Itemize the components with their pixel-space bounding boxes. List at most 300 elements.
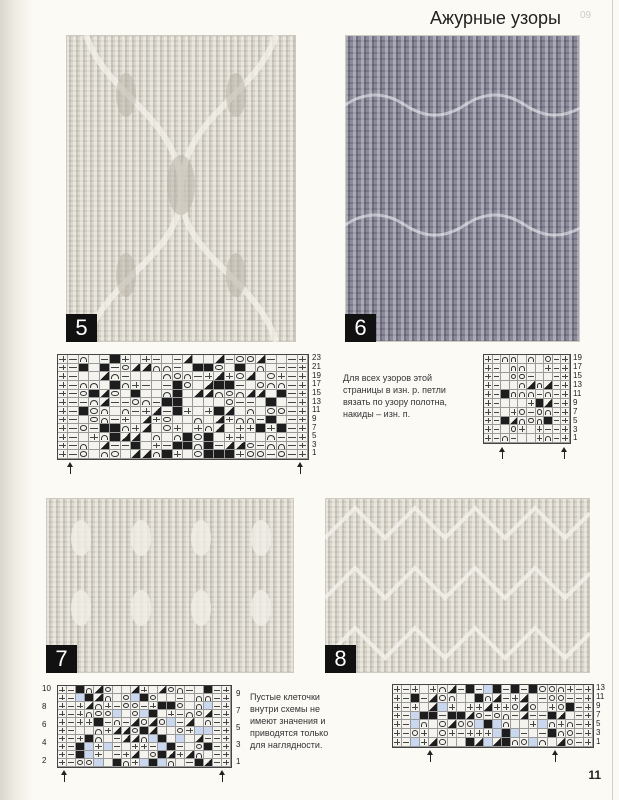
chart-cell <box>173 355 183 364</box>
chart-cell <box>183 407 193 416</box>
chart-cell <box>162 398 172 407</box>
chart-cell <box>110 355 120 364</box>
chart-cell <box>298 407 308 416</box>
chart-cell <box>162 372 172 381</box>
chart-cell <box>121 442 131 451</box>
chart-cell <box>76 710 85 718</box>
chart-cell <box>76 759 85 767</box>
row-number: 11 <box>573 389 582 398</box>
chart-cell <box>141 372 151 381</box>
chart-cell <box>79 433 89 442</box>
chart-cell <box>79 398 89 407</box>
chart-cell <box>448 720 457 729</box>
chart-cell <box>429 703 438 712</box>
chart-cell <box>110 364 120 373</box>
chart-cell <box>214 364 224 373</box>
chart-cell <box>67 759 76 767</box>
chart-cell <box>213 694 222 702</box>
chart-cell <box>222 702 231 710</box>
chart-cell <box>141 424 151 433</box>
chart-cell <box>94 710 103 718</box>
chart-cell <box>149 727 158 735</box>
chart-cell <box>402 729 411 738</box>
pattern-photo-7 <box>46 498 294 673</box>
chart-cell <box>140 727 149 735</box>
chart-cell <box>557 738 566 747</box>
chart-cell <box>94 718 103 726</box>
chart-cell <box>89 424 99 433</box>
chart-cell <box>484 425 493 434</box>
row-number: 8 <box>42 702 47 711</box>
chart-cell <box>131 759 140 767</box>
row-number: 15 <box>573 371 582 380</box>
chart-cell <box>121 390 131 399</box>
chart-cell <box>110 390 120 399</box>
chart-cell <box>256 450 266 459</box>
chart-cell <box>518 355 527 364</box>
chart-cell <box>76 694 85 702</box>
chart-cell <box>214 381 224 390</box>
chart-cell <box>193 407 203 416</box>
chart-cell <box>85 751 94 759</box>
chart-cell <box>266 442 276 451</box>
chart-cell <box>141 355 151 364</box>
chart-cell <box>58 381 68 390</box>
chart-cell <box>429 720 438 729</box>
chart-cell <box>131 718 140 726</box>
chart-cell <box>502 712 511 721</box>
chart-cell <box>89 450 99 459</box>
chart-cell <box>566 729 575 738</box>
chart-cell <box>113 743 122 751</box>
chart-cell <box>195 718 204 726</box>
chart-cell <box>176 743 185 751</box>
chart-cell <box>85 710 94 718</box>
chart-cell <box>193 424 203 433</box>
chart-cell <box>420 703 429 712</box>
chart-cell <box>393 703 402 712</box>
chart-cell <box>140 686 149 694</box>
chart-cell <box>484 355 493 364</box>
chart-cell <box>204 686 213 694</box>
chart-7-grid <box>58 686 231 767</box>
chart-cell <box>511 720 520 729</box>
chart-cell <box>457 729 466 738</box>
chart-cell <box>195 710 204 718</box>
knitting-chart-7 <box>57 685 232 768</box>
chart-cell <box>67 743 76 751</box>
page-number: 11 <box>588 768 601 782</box>
chart-cell <box>110 398 120 407</box>
chart-cell <box>149 735 158 743</box>
chart-cell <box>420 694 429 703</box>
chart-cell <box>85 759 94 767</box>
chart-cell <box>298 355 308 364</box>
chart-cell <box>520 685 529 694</box>
chart-cell <box>79 416 89 425</box>
chart-cell <box>298 364 308 373</box>
chart-cell <box>466 738 475 747</box>
chart-cell <box>204 743 213 751</box>
chart-cell <box>140 710 149 718</box>
chart-cell <box>152 390 162 399</box>
chart-cell <box>85 735 94 743</box>
chart-cell <box>448 685 457 694</box>
chart-cell <box>475 694 484 703</box>
chart-cell <box>122 686 131 694</box>
chart-cell <box>173 407 183 416</box>
chart-cell <box>68 416 78 425</box>
chart-cell <box>89 381 99 390</box>
chart-cell <box>195 743 204 751</box>
chart-cell <box>566 703 575 712</box>
chart-cell <box>277 442 287 451</box>
chart-cell <box>557 729 566 738</box>
chart-cell <box>256 355 266 364</box>
lace-motif-5 <box>66 35 296 342</box>
pattern-photo-6 <box>345 35 580 342</box>
chart-cell <box>162 433 172 442</box>
chart-cell <box>298 390 308 399</box>
chart-cell <box>204 702 213 710</box>
chart-cell <box>214 407 224 416</box>
chart-cell <box>121 398 131 407</box>
chart-cell <box>100 372 110 381</box>
chart-cell <box>76 743 85 751</box>
chart-cell <box>502 729 511 738</box>
chart-cell <box>79 424 89 433</box>
chart-cell <box>58 390 68 399</box>
chart-cell <box>484 417 493 426</box>
chart-cell <box>393 685 402 694</box>
chart-cell <box>518 408 527 417</box>
chart-cell <box>438 738 447 747</box>
chart-cell <box>484 390 493 399</box>
chart-cell <box>158 735 167 743</box>
chart-cell <box>185 710 194 718</box>
chart-cell <box>222 759 231 767</box>
chart-cell <box>204 759 213 767</box>
empty-cells-note: Пустые клеточки внутри схемы не имеют значения и приводятся только для наглядности. <box>250 692 329 750</box>
chart-cell <box>158 743 167 751</box>
chart-cell <box>167 743 176 751</box>
chart-cell <box>411 712 420 721</box>
row-number: 3 <box>573 425 578 434</box>
chart-cell <box>553 381 562 390</box>
chart-cell <box>149 751 158 759</box>
chart-cell <box>518 425 527 434</box>
chart-cell <box>557 720 566 729</box>
knitting-chart-6 <box>483 354 571 444</box>
chart-cell <box>529 738 538 747</box>
chart-cell <box>68 450 78 459</box>
chart-cell <box>225 442 235 451</box>
chart-cell <box>235 450 245 459</box>
chart-cell <box>204 710 213 718</box>
chart-cell <box>411 685 420 694</box>
chart-cell <box>183 372 193 381</box>
chart-cell <box>58 416 68 425</box>
chart-cell <box>122 710 131 718</box>
chart-cell <box>548 729 557 738</box>
chart-cell <box>520 720 529 729</box>
chart-cell <box>149 743 158 751</box>
chart-cell <box>100 442 110 451</box>
chart-cell <box>204 416 214 425</box>
chart-cell <box>131 364 141 373</box>
chart-cell <box>121 407 131 416</box>
chart-cell <box>518 417 527 426</box>
chart-cell <box>173 364 183 373</box>
chart-cell <box>121 355 131 364</box>
chart-cell <box>256 407 266 416</box>
chart-cell <box>76 727 85 735</box>
chart-cell <box>113 686 122 694</box>
chart-cell <box>501 390 510 399</box>
chart-cell <box>557 685 566 694</box>
chart-cell <box>58 442 68 451</box>
chart-cell <box>121 381 131 390</box>
chart-cell <box>544 399 553 408</box>
chart-cell <box>68 355 78 364</box>
chart-cell <box>553 408 562 417</box>
chart-cell <box>213 727 222 735</box>
chart-cell <box>553 434 562 443</box>
chart-cell <box>411 703 420 712</box>
chart-cell <box>287 442 297 451</box>
chart-cell <box>393 694 402 703</box>
chart-cell <box>167 694 176 702</box>
chart-cell <box>501 381 510 390</box>
chart-cell <box>131 355 141 364</box>
chart-cell <box>484 738 493 747</box>
chart-cell <box>122 751 131 759</box>
chart-cell <box>575 738 584 747</box>
chart-cell <box>131 424 141 433</box>
chart-cell <box>510 408 519 417</box>
chart-cell <box>158 710 167 718</box>
chart-cell <box>511 703 520 712</box>
chart-cell <box>68 372 78 381</box>
chart-cell <box>287 372 297 381</box>
chart-cell <box>448 729 457 738</box>
chart-cell <box>536 434 545 443</box>
chart-cell <box>100 398 110 407</box>
chart-cell <box>266 407 276 416</box>
corner-mark: 09 <box>580 10 592 21</box>
chart-cell <box>429 712 438 721</box>
chart-cell <box>141 450 151 459</box>
chart-cell <box>167 759 176 767</box>
chart-cell <box>501 425 510 434</box>
chart-cell <box>149 694 158 702</box>
chart-cell <box>149 702 158 710</box>
chart-cell <box>420 729 429 738</box>
chart-cell <box>510 373 519 382</box>
pattern-photo-5 <box>66 35 296 342</box>
chart-cell <box>131 710 140 718</box>
chart-cell <box>79 372 89 381</box>
chart-cell <box>420 738 429 747</box>
chart-cell <box>58 710 67 718</box>
chart-cell <box>76 702 85 710</box>
chart-cell <box>149 718 158 726</box>
chart-cell <box>141 398 151 407</box>
chart-cell <box>110 433 120 442</box>
row-number: 9 <box>573 398 578 407</box>
chart-cell <box>67 727 76 735</box>
chart-cell <box>475 712 484 721</box>
chart-cell <box>225 398 235 407</box>
chart-cell <box>566 712 575 721</box>
chart-cell <box>561 390 570 399</box>
chart-cell <box>277 424 287 433</box>
chart-cell <box>152 416 162 425</box>
pattern-label-8: 8 <box>325 645 356 673</box>
chart-cell <box>484 408 493 417</box>
chart-cell <box>457 738 466 747</box>
chart-cell <box>544 355 553 364</box>
chart-cell <box>548 694 557 703</box>
chart-cell <box>493 729 502 738</box>
chart-cell <box>393 738 402 747</box>
chart-cell <box>214 398 224 407</box>
chart-cell <box>493 381 502 390</box>
chart-cell <box>287 398 297 407</box>
chart-cell <box>246 398 256 407</box>
chart-cell <box>493 685 502 694</box>
chart-cell <box>85 702 94 710</box>
row-number: 7 <box>573 407 578 416</box>
chart-cell <box>493 712 502 721</box>
chart-cell <box>277 433 287 442</box>
chart-cell <box>287 355 297 364</box>
chart-cell <box>402 712 411 721</box>
chart-cell <box>104 694 113 702</box>
chart-cell <box>402 703 411 712</box>
chart-cell <box>225 407 235 416</box>
chart-cell <box>510 355 519 364</box>
chart-cell <box>538 738 547 747</box>
chart-cell <box>195 759 204 767</box>
chart-cell <box>266 416 276 425</box>
chart-cell <box>141 442 151 451</box>
chart-cell <box>438 694 447 703</box>
row-number: 1 <box>573 433 578 442</box>
chart-cell <box>89 398 99 407</box>
chart-cell <box>122 694 131 702</box>
chart-cell <box>110 381 120 390</box>
chart-cell <box>484 381 493 390</box>
chart-cell <box>58 751 67 759</box>
chart-cell <box>176 694 185 702</box>
chart-cell <box>438 729 447 738</box>
chart-cell <box>222 694 231 702</box>
chart-cell <box>222 735 231 743</box>
row-number: 5 <box>236 723 241 732</box>
chart-cell <box>176 710 185 718</box>
chart-cell <box>131 735 140 743</box>
chart-cell <box>76 735 85 743</box>
chart-cell <box>185 718 194 726</box>
chart-cell <box>575 703 584 712</box>
chart-cell <box>213 702 222 710</box>
chart-cell <box>557 712 566 721</box>
chart-cell <box>173 416 183 425</box>
chart-cell <box>411 738 420 747</box>
chart-cell <box>214 450 224 459</box>
chart-cell <box>527 425 536 434</box>
chart-cell <box>58 398 68 407</box>
chart-cell <box>246 407 256 416</box>
chart-cell <box>183 416 193 425</box>
chart-cell <box>553 355 562 364</box>
chart-cell <box>58 424 68 433</box>
chart-cell <box>204 694 213 702</box>
chart-cell <box>104 751 113 759</box>
chart-cell <box>235 442 245 451</box>
chart-cell <box>185 751 194 759</box>
chart-cell <box>162 355 172 364</box>
chart-cell <box>584 694 593 703</box>
chart-cell <box>511 729 520 738</box>
chart-cell <box>122 702 131 710</box>
chart-cell <box>246 442 256 451</box>
chart-cell <box>149 686 158 694</box>
book-spine-shadow <box>0 0 34 800</box>
chart-cell <box>58 718 67 726</box>
chart-cell <box>58 372 68 381</box>
chart-cell <box>536 381 545 390</box>
chart-cell <box>68 364 78 373</box>
chart-cell <box>527 399 536 408</box>
chart-cell <box>511 694 520 703</box>
chart-cell <box>68 381 78 390</box>
chart-cell <box>466 712 475 721</box>
chart-cell <box>402 720 411 729</box>
chart-cell <box>256 424 266 433</box>
chart-cell <box>173 381 183 390</box>
chart-cell <box>277 364 287 373</box>
chart-cell <box>584 712 593 721</box>
row-number: 13 <box>312 397 321 406</box>
chart-cell <box>162 364 172 373</box>
chart-cell <box>183 424 193 433</box>
chart-cell <box>183 433 193 442</box>
chart-cell <box>246 355 256 364</box>
chart-cell <box>204 372 214 381</box>
chart-cell <box>213 743 222 751</box>
chart-cell <box>158 694 167 702</box>
chart-cell <box>162 390 172 399</box>
chart-7-row-numbers-left <box>42 685 56 765</box>
chart-cell <box>183 355 193 364</box>
chart-cell <box>176 702 185 710</box>
chart-cell <box>501 399 510 408</box>
chart-cell <box>393 720 402 729</box>
chart-cell <box>277 355 287 364</box>
chart-cell <box>113 759 122 767</box>
chart-cell <box>501 408 510 417</box>
chart-cell <box>67 702 76 710</box>
chart-cell <box>131 686 140 694</box>
chart-cell <box>225 355 235 364</box>
chart-cell <box>246 372 256 381</box>
chart-cell <box>298 372 308 381</box>
chart-cell <box>85 727 94 735</box>
chart-cell <box>173 450 183 459</box>
row-number: 19 <box>573 353 582 362</box>
